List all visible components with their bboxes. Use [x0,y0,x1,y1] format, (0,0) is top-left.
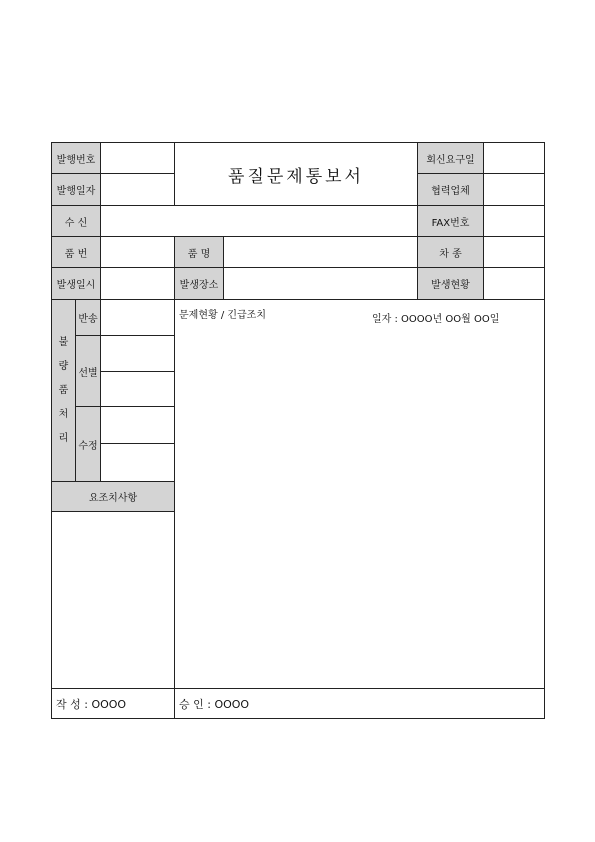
recipient-label: 수 신 [51,205,101,237]
part-no-field[interactable] [100,236,175,268]
issue-date-label: 발행일자 [51,173,101,206]
part-name-label: 품 명 [174,236,224,268]
author-field[interactable]: 작 성 : OOOO [51,688,175,719]
date-line: 일자 : OOOO년 OO월 OO일 [372,314,500,325]
occur-datetime-field[interactable] [100,267,175,300]
approval-field[interactable]: 승 인 : OOOO [174,688,545,719]
issue-no-label: 발행번호 [51,142,101,174]
fax-no-label: FAX번호 [417,205,484,237]
reply-date-label: 회신요구일 [417,142,484,174]
occur-datetime-label: 발생일시 [51,267,101,300]
vehicle-field[interactable] [483,236,545,268]
reply-date-field[interactable] [483,142,545,174]
defect-process-char: 량 [58,360,69,372]
occur-place-label: 발생장소 [174,267,224,300]
issue-no-field[interactable] [100,142,175,174]
occur-status-field[interactable] [483,267,545,300]
vehicle-label: 차 종 [417,236,484,268]
issue-date-field[interactable] [100,173,175,206]
return-label: 반송 [75,299,101,336]
repair-field-2[interactable] [100,443,175,482]
defect-process-label [51,299,76,482]
recipient-field[interactable] [100,205,418,237]
sorting-field-2[interactable] [100,371,175,407]
defect-process-char: 처 [58,408,69,420]
fax-no-field[interactable] [483,205,545,237]
partner-label: 협력업체 [417,173,484,206]
required-action-label: 요조치사항 [51,481,175,512]
form-title: 품질문제통보서 [174,142,418,206]
part-no-label: 품 번 [51,236,101,268]
occur-status-label: 발생현황 [417,267,484,300]
defect-process-char: 품 [58,384,69,396]
problem-status-label: 문제현황 / 긴급조치 [179,310,267,321]
partner-field[interactable] [483,173,545,206]
sorting-field-1[interactable] [100,335,175,372]
defect-process-char: 불 [58,336,69,348]
repair-label: 수정 [75,406,101,482]
sorting-label: 선별 [75,335,101,407]
return-field[interactable] [100,299,175,336]
problem-status-area[interactable] [174,299,545,689]
repair-field-1[interactable] [100,406,175,444]
required-action-field[interactable] [51,511,175,689]
part-name-field[interactable] [223,236,418,268]
defect-process-char: 리 [58,432,69,444]
occur-place-field[interactable] [223,267,418,300]
